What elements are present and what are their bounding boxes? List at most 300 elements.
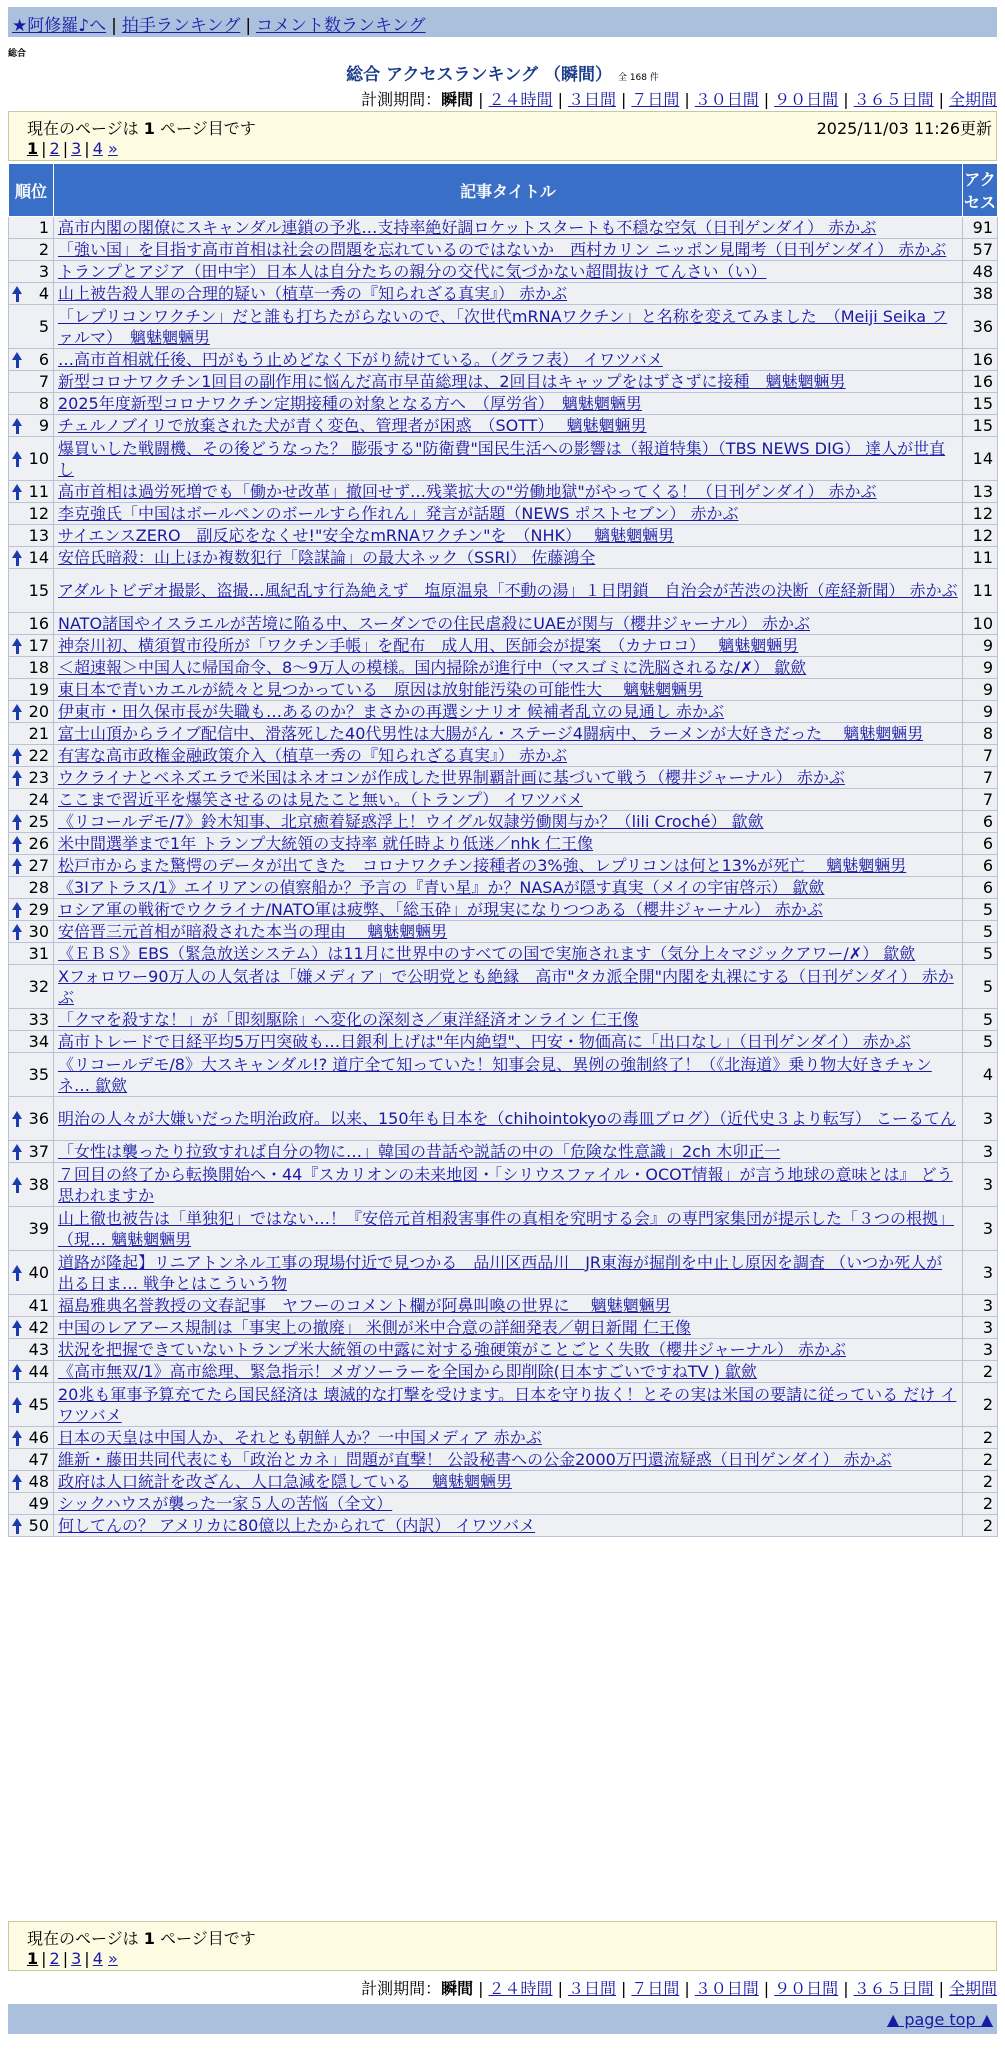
rank-cell	[9, 745, 54, 767]
title-cell	[54, 1031, 963, 1053]
table-row	[9, 855, 998, 877]
rank-number: 42	[28, 1318, 49, 1337]
period-separator: |	[763, 90, 770, 109]
access-count: 3	[963, 1339, 998, 1361]
article-link[interactable]: 「女性は襲ったり拉致すれば自分の物に…」韓国の昔話や説話の中の「危険な性意識」2ch 木卯正一	[58, 1142, 781, 1161]
table-row	[9, 833, 998, 855]
up-arrow-icon	[12, 1177, 23, 1193]
page-info-top	[8, 111, 997, 161]
period-link[interactable]: ３０日間	[694, 1979, 759, 1998]
article-link[interactable]: 《リコールデモ/8》大スキャンダル!? 道庁全て知っていた！知事会見、異例の強制終了！（《北海道》乗り物大好きチャンネ… 歙歛	[58, 1054, 932, 1095]
period-link[interactable]: ７日間	[631, 1979, 680, 1998]
rank-cell	[9, 635, 54, 657]
rank-cell	[9, 1383, 54, 1427]
rank-number: 26	[28, 834, 49, 853]
title-cell	[54, 1471, 963, 1493]
article-link[interactable]: …高市首相就任後、円がもう止めどなく下がり続けている。（グラフ表） イワツバメ	[58, 350, 663, 369]
period-separator: |	[938, 1979, 944, 1998]
rank-number: 9	[38, 416, 49, 435]
table-row	[9, 1141, 998, 1163]
period-link[interactable]: 全期間	[948, 90, 997, 109]
pager-next-link[interactable]: »	[107, 139, 118, 158]
access-count: 12	[963, 525, 998, 547]
rank-number: 29	[28, 900, 49, 919]
period-link[interactable]: ３日間	[567, 90, 616, 109]
article-link[interactable]: ウクライナとベネズエラで米国はネオコンが作成した世界制覇計画に基づいて戦う（櫻井ジャーナル） 赤かぶ	[58, 768, 845, 787]
title-cell	[54, 943, 963, 965]
access-count: 11	[963, 569, 998, 613]
title-cell	[54, 833, 963, 855]
up-arrow-icon	[12, 836, 23, 852]
pager-bottom	[27, 1949, 118, 1968]
title-cell	[54, 767, 963, 789]
rank-cell	[9, 1053, 54, 1097]
rank-cell	[9, 1493, 54, 1515]
nav-separator: |	[245, 16, 252, 36]
access-count: 48	[963, 261, 998, 283]
rank-cell	[9, 481, 54, 503]
period-separator: |	[684, 1979, 690, 1998]
article-link[interactable]: 有害な高市政権金融政策介入（植草一秀の『知られざる真実』） 赤かぶ	[58, 746, 568, 765]
access-count: 3	[963, 1163, 998, 1207]
title-cell	[54, 965, 963, 1009]
rank-cell	[9, 1427, 54, 1449]
title-cell	[54, 481, 963, 503]
rank-number: 45	[28, 1395, 49, 1414]
title-cell	[54, 679, 963, 701]
article-link[interactable]: 《3Iアトラス/1》エイリアンの偵察船か？予言の『青い星』か？NASAが隠す真実（メイの宇宙啓示） 歙歛	[58, 878, 825, 897]
rank-cell	[9, 1295, 54, 1317]
ranking-table	[8, 163, 998, 1537]
table-row	[9, 877, 998, 899]
article-link[interactable]: シックハウスが襲った一家５人の苦悩（全文）	[58, 1494, 393, 1513]
title-cell	[54, 217, 963, 239]
rank-cell	[9, 393, 54, 415]
title-cell	[54, 1097, 963, 1141]
rank-number: 41	[28, 1296, 49, 1315]
rank-number: 11	[28, 482, 49, 501]
rank-number: 49	[28, 1494, 49, 1513]
up-arrow-icon	[12, 1111, 23, 1127]
article-link[interactable]: 「レプリコンワクチン」だと誰も打ちたがらないので、「次世代mRNAワクチン」と名称を変えてみました （Meiji Seika ファルマ） 魑魅魍魎男	[58, 306, 948, 347]
title-cell	[54, 1339, 963, 1361]
access-count: 14	[963, 437, 998, 481]
article-link[interactable]: 《リコールデモ/7》鈴木知事、北京癒着疑惑浮上！ウイグル奴隷労働関与か？（lili Croché） 歙歛	[58, 812, 764, 831]
period-separator: |	[763, 1979, 770, 1998]
rank-number: 8	[38, 394, 49, 413]
rank-number: 35	[28, 1065, 49, 1084]
current-page-number: 1	[143, 1929, 155, 1948]
up-arrow-icon	[12, 924, 23, 940]
table-row	[9, 1427, 998, 1449]
pager-link[interactable]: 4	[92, 139, 103, 158]
rank-cell	[9, 1031, 54, 1053]
pager-link[interactable]: 4	[92, 1949, 103, 1968]
rank-number: 23	[28, 768, 49, 787]
up-arrow-icon	[12, 748, 23, 764]
rank-cell	[9, 569, 54, 613]
access-count: 91	[963, 217, 998, 239]
rank-cell	[9, 547, 54, 569]
rank-cell	[9, 943, 54, 965]
access-count: 15	[963, 415, 998, 437]
table-row	[9, 1097, 998, 1141]
table-row	[9, 569, 998, 613]
article-link[interactable]: トランプとアジア（田中宇）日本人は自分たちの親分の交代に気づかない超間抜け てんさい（い）	[58, 262, 767, 281]
table-row	[9, 525, 998, 547]
article-link[interactable]: ロシア軍の戦術でウクライナ/NATO軍は疲弊、「総玉砕」が現実になりつつある（櫻井ジャーナル） 赤かぶ	[58, 900, 823, 919]
rank-cell	[9, 965, 54, 1009]
article-link[interactable]: Xフォロワー90万人の人気者は「嫌メディア」で公明党とも絶縁 高市"タカ派全開"内閣を丸裸にする（日刊ゲンダイ） 赤かぶ	[58, 966, 954, 1007]
up-arrow-icon	[12, 1265, 23, 1281]
pager-separator: |	[62, 1949, 69, 1968]
access-count: 2	[963, 1515, 998, 1537]
rank-cell	[9, 525, 54, 547]
title-cell	[54, 1053, 963, 1097]
up-arrow-icon	[12, 1320, 23, 1336]
table-row	[9, 1449, 998, 1471]
period-link[interactable]: ３日間	[567, 1979, 616, 1998]
table-row	[9, 217, 998, 239]
rank-cell	[9, 349, 54, 371]
page-top-link[interactable]: ▲ page top ▲	[886, 2010, 993, 2029]
access-count: 16	[963, 371, 998, 393]
article-link[interactable]: 2025年度新型コロナワクチン定期接種の対象となる方へ （厚労省） 魑魅魍魎男	[58, 394, 642, 413]
access-count: 7	[963, 745, 998, 767]
article-link[interactable]: 安倍晋三元首相が暗殺された本当の理由 魑魅魍魎男	[58, 922, 448, 941]
table-row	[9, 503, 998, 525]
rank-cell	[9, 657, 54, 679]
rank-cell	[9, 1361, 54, 1383]
article-link[interactable]: NATO諸国やイスラエルが苦境に陥る中、スーダンでの住民虐殺にUAEが関与（櫻井ジャーナル） 赤かぶ	[58, 614, 810, 633]
rank-cell	[9, 503, 54, 525]
up-arrow-icon	[12, 1518, 23, 1534]
table-row	[9, 745, 998, 767]
title-cell	[54, 1515, 963, 1537]
article-link[interactable]: 道路が隆起】リニアトンネル工事の現場付近で見つかる 品川区西品川 JR東海が掘削を中止し原因を調査 （いつか死人が出る日ま… 戦争とはこういう物	[58, 1252, 943, 1293]
period-link[interactable]: ９０日間	[774, 1979, 839, 1998]
up-arrow-icon	[12, 1397, 23, 1413]
up-arrow-icon	[12, 814, 23, 830]
pager-link[interactable]: 2	[49, 139, 60, 158]
title-cell	[54, 855, 963, 877]
article-link[interactable]: 中国のレアアース規制は「事実上の撤廃」 米側が米中合意の詳細発表／朝日新聞 仁王像	[58, 1318, 691, 1337]
period-link[interactable]: ３０日間	[694, 90, 759, 109]
top-navigation-bar	[8, 7, 997, 37]
rank-cell	[9, 1251, 54, 1295]
title-cell	[54, 877, 963, 899]
pager-link[interactable]: 3	[71, 1949, 82, 1968]
period-separator: |	[478, 90, 484, 109]
table-row	[9, 657, 998, 679]
article-link[interactable]: アダルトビデオ撮影、盗撮…風紀乱す行為絶えず 塩原温泉「不動の湯」１日閉鎖 自治会が苦渋の決断（産経新聞） 赤かぶ	[58, 581, 958, 600]
rank-number: 43	[28, 1340, 49, 1359]
access-count: 10	[963, 613, 998, 635]
access-count: 36	[963, 305, 998, 349]
rank-number: 13	[28, 526, 49, 545]
title-cell	[54, 1493, 963, 1515]
access-count: 9	[963, 635, 998, 657]
title-cell	[54, 723, 963, 745]
period-link[interactable]: ２４時間	[488, 90, 553, 109]
table-row	[9, 899, 998, 921]
article-link[interactable]: 富士山頂からライブ配信中、滑落死した40代男性は大腸がん・ステージ4闘病中、ラーメンが大好きだった 魑魅魍魎男	[58, 724, 924, 743]
rank-number: 17	[28, 636, 49, 655]
up-arrow-icon	[12, 550, 23, 566]
up-arrow-icon	[12, 286, 23, 302]
table-row	[9, 415, 998, 437]
article-link[interactable]: 東日本で青いカエルが続々と見つかっている 原因は放射能汚染の可能性大 魑魅魍魎男	[58, 680, 704, 699]
article-link[interactable]: 「強い国」を目指す高市首相は社会の問題を忘れているのではないか 西村カリン ニッポン見聞考（日刊ゲンダイ） 赤かぶ	[58, 240, 947, 259]
rank-number: 7	[38, 372, 49, 391]
period-link[interactable]: ９０日間	[774, 90, 839, 109]
table-row	[9, 1053, 998, 1097]
access-count: 38	[963, 283, 998, 305]
article-link[interactable]: 安倍氏暗殺：山上ほか複数犯行「陰謀論」の最大ネック（SSRI） 佐藤鴻全	[58, 548, 596, 567]
up-arrow-icon	[12, 704, 23, 720]
rank-number: 3	[38, 262, 49, 281]
period-link[interactable]: ３６５日間	[853, 1979, 934, 1998]
article-link[interactable]: 李克強氏「中国はボールペンのボールすら作れん」発言が話題（NEWS ポストセブン） 赤かぶ	[58, 504, 739, 523]
title-cell	[54, 1009, 963, 1031]
article-link[interactable]: 政府は人口統計を改ざん、人口急減を隠している 魑魅魍魎男	[58, 1472, 513, 1491]
rank-cell	[9, 261, 54, 283]
article-link[interactable]: 明治の人々が大嫌いだった明治政府。以来、150年も日本を（chihointokyoの毒皿ブログ）（近代史３より転写） こーるてん	[58, 1109, 956, 1128]
access-count: 11	[963, 547, 998, 569]
article-link[interactable]: 神奈川初、横須賀市役所が「ワクチン手帳」を配布 成人用、医師会が提案 （カナロコ） 魑魅魍魎男	[58, 636, 799, 655]
period-current: 瞬間	[441, 1979, 474, 1998]
article-link[interactable]: 高市トレードで日経平均5万円突破も…日銀利上げは"年内絶望"、円安・物価高に「出口なし」（日刊ゲンダイ） 赤かぶ	[58, 1032, 911, 1051]
current-page-number: 1	[143, 119, 155, 138]
period-selector-top	[361, 87, 997, 110]
table-row	[9, 1251, 998, 1295]
rank-cell	[9, 415, 54, 437]
access-header: アクセス	[963, 164, 998, 217]
article-link[interactable]: 状況を把握できていないトランプ米大統領の中露に対する強硬策がことごとく失敗（櫻井ジャーナル） 赤かぶ	[58, 1340, 846, 1359]
up-arrow-icon	[12, 638, 23, 654]
pager-next-link[interactable]: »	[107, 1949, 118, 1968]
rank-cell	[9, 1515, 54, 1537]
period-separator: |	[620, 90, 627, 109]
rank-number: 34	[28, 1032, 49, 1051]
pager-link[interactable]: 2	[49, 1949, 60, 1968]
table-row	[9, 723, 998, 745]
total-count: 全 168 件	[617, 73, 659, 83]
period-current: 瞬間	[441, 90, 474, 109]
comment-ranking-link[interactable]: コメント数ランキング	[256, 16, 426, 36]
period-separator: |	[557, 1979, 563, 1998]
access-count: 7	[963, 789, 998, 811]
pager-current: 1	[27, 1949, 39, 1968]
rank-cell	[9, 239, 54, 261]
article-link[interactable]: 高市首相は過労死増でも「働かせ改革」撤回せず…残業拡大の"労働地獄"がやってくる！（日刊ゲンダイ） 赤かぶ	[58, 482, 877, 501]
article-link[interactable]: 伊東市・田久保市長が失職も…あるのか？まさかの再選シナリオ 候補者乱立の見通し 赤かぶ	[58, 702, 725, 721]
title-cell	[54, 305, 963, 349]
article-link[interactable]: ＜超速報＞中国人に帰国命令、8～9万人の模様。国内掃除が進行中（マスゴミに洗脳されるな/✗） 歙歛	[58, 658, 807, 677]
article-link[interactable]: ７回目の終了から転換開始へ・44『スカリオンの未来地図・「シリウスファイル・OCOT情報」が言う地球の意味とは』 どう思われますか	[58, 1164, 953, 1205]
rank-header: 順位	[9, 164, 54, 217]
table-row	[9, 789, 998, 811]
table-row	[9, 437, 998, 481]
page-info-bottom	[8, 1921, 997, 1971]
rank-cell	[9, 789, 54, 811]
rank-number: 38	[28, 1175, 49, 1194]
rank-cell	[9, 811, 54, 833]
period-link[interactable]: ７日間	[631, 90, 680, 109]
title-cell	[54, 1295, 963, 1317]
rank-cell	[9, 701, 54, 723]
rank-cell	[9, 1207, 54, 1251]
rank-cell	[9, 1339, 54, 1361]
title-cell	[54, 239, 963, 261]
table-row	[9, 481, 998, 503]
access-count: 3	[963, 1295, 998, 1317]
table-row	[9, 1361, 998, 1383]
period-link[interactable]: 全期間	[948, 1979, 997, 1998]
rank-number: 2	[38, 240, 49, 259]
rank-cell	[9, 899, 54, 921]
title-cell	[54, 1207, 963, 1251]
rank-number: 25	[28, 812, 49, 831]
table-row	[9, 1207, 998, 1251]
article-link[interactable]: 日本の天皇は中国人か、それとも朝鮮人か？一中国メディア 赤かぶ	[58, 1428, 542, 1447]
title-cell	[54, 415, 963, 437]
period-link[interactable]: ３６５日間	[853, 90, 934, 109]
rank-number: 47	[28, 1450, 49, 1469]
access-count: 2	[963, 1427, 998, 1449]
article-link[interactable]: サイエンスZERO 副反応をなくせ!"安全なmRNAワクチン"を （NHK） 魑魅魍魎男	[58, 526, 675, 545]
article-link[interactable]: 米中間選挙まで1年 トランプ大統領の支持率 就任時より低迷／nhk 仁王像	[58, 834, 593, 853]
category-label: 総合	[8, 49, 27, 59]
table-row	[9, 1471, 998, 1493]
access-count: 2	[963, 1383, 998, 1427]
title-cell	[54, 349, 963, 371]
access-count: 3	[963, 1141, 998, 1163]
period-selector-bottom	[361, 1976, 997, 1999]
pager-link[interactable]: 3	[71, 139, 82, 158]
access-count: 13	[963, 481, 998, 503]
rank-number: 1	[38, 218, 49, 237]
page-title-text: 総合 アクセスランキング （瞬間）	[346, 65, 612, 85]
article-link[interactable]: チェルノブイリで放棄された犬が青く変色、管理者が困惑 （SOTT） 魑魅魍魎男	[58, 416, 647, 435]
title-cell	[54, 1449, 963, 1471]
table-row	[9, 283, 998, 305]
article-link[interactable]: 松戸市からまた驚愕のデータが出てきた コロナワクチン接種者の3%強、レプリコンは何と13%が死亡 魑魅魍魎男	[58, 856, 907, 875]
article-link[interactable]: 爆買いした戦闘機、その後どうなった？ 膨張する"防衛費"国民生活への影響は（報道特集）（TBS NEWS DIG） 達人が世直し	[58, 438, 946, 479]
up-arrow-icon	[12, 1364, 23, 1380]
up-arrow-icon	[12, 418, 23, 434]
access-count: 6	[963, 855, 998, 877]
title-cell	[54, 745, 963, 767]
title-cell	[54, 657, 963, 679]
access-count: 3	[963, 1251, 998, 1295]
pager-top	[27, 139, 118, 158]
article-link[interactable]: 山上被告殺人罪の合理的疑い（植草一秀の『知られざる真実』） 赤かぶ	[58, 284, 568, 303]
rank-cell	[9, 1163, 54, 1207]
rank-cell	[9, 217, 54, 239]
rank-cell	[9, 1471, 54, 1493]
home-link[interactable]: ★阿修羅♪へ	[12, 16, 107, 36]
applause-ranking-link[interactable]: 拍手ランキング	[121, 16, 241, 36]
article-link[interactable]: 新型コロナワクチン1回目の副作用に悩んだ高市早苗総理は、2回目はキャップをはずさずに接種 魑魅魍魎男	[58, 372, 846, 391]
access-count: 2	[963, 1361, 998, 1383]
access-count: 3	[963, 1207, 998, 1251]
rank-number: 39	[28, 1219, 49, 1238]
table-row	[9, 921, 998, 943]
article-link[interactable]: 《ＥＢＳ》EBS（緊急放送システム）は11月に世界中のすべての国で実施されます（気分上々マジックアワー/✗） 歙歛	[58, 944, 916, 963]
table-row	[9, 239, 998, 261]
rank-number: 30	[28, 922, 49, 941]
rank-number: 48	[28, 1472, 49, 1491]
article-link[interactable]: 福島雅典名誉教授の文春記事 ヤフーのコメント欄が阿鼻叫喚の世界に 魑魅魍魎男	[58, 1296, 671, 1315]
title-cell	[54, 789, 963, 811]
table-row	[9, 613, 998, 635]
title-cell	[54, 1141, 963, 1163]
rank-cell	[9, 921, 54, 943]
article-link[interactable]: ここまで習近平を爆笑させるのは見たこと無い。（トランプ） イワツバメ	[58, 790, 583, 809]
period-link[interactable]: ２４時間	[488, 1979, 553, 1998]
article-link[interactable]: 何してんの？ アメリカに80億以上たかられて（内訳） イワツバメ	[58, 1516, 536, 1535]
access-count: 5	[963, 943, 998, 965]
table-row	[9, 701, 998, 723]
pager-separator: |	[62, 139, 69, 158]
article-link[interactable]: 「クマを殺すな！」が「即刻駆除」へ変化の深刻さ／東洋経済オンライン 仁王像	[58, 1010, 639, 1029]
rank-number: 36	[28, 1109, 49, 1128]
period-separator: |	[843, 1979, 849, 1998]
title-cell	[54, 1251, 963, 1295]
pager-separator: |	[84, 1949, 90, 1968]
article-link[interactable]: 山上徹也被告は「単独犯」ではない…！『安倍元首相殺害事件の真相を究明する会』の専門家集団が提示した「３つの根拠」（現… 魑魅魍魎男	[58, 1208, 955, 1249]
rank-number: 15	[28, 581, 49, 600]
article-link[interactable]: 20兆も軍事予算充てたら国民経済は 壊滅的な打撃を受けます。日本を守り抜く！とその実は米国の要請に従っている だけ イワツバメ	[58, 1384, 957, 1425]
table-row	[9, 811, 998, 833]
table-row	[9, 679, 998, 701]
rank-number: 50	[28, 1516, 49, 1535]
table-row	[9, 767, 998, 789]
pager-separator: |	[41, 139, 47, 158]
table-row	[9, 1515, 998, 1537]
current-page-text: 現在のページは 1 ページ目です	[27, 1929, 256, 1948]
rank-cell	[9, 437, 54, 481]
article-link[interactable]: 《高市無双/1》高市総理、緊急指示！メガソーラーを全国から即削除(日本すごいですねTV ) 歙歛	[58, 1362, 757, 1381]
period-separator: |	[684, 90, 690, 109]
access-count: 5	[963, 899, 998, 921]
period-separator: |	[938, 90, 944, 109]
rank-number: 19	[28, 680, 49, 699]
rank-number: 12	[28, 504, 49, 523]
up-arrow-icon	[12, 770, 23, 786]
table-row	[9, 943, 998, 965]
table-row	[9, 1031, 998, 1053]
article-link[interactable]: 高市内閣の閣僚にスキャンダル連鎖の予兆…支持率絶好調ロケットスタートも不穏な空気（日刊ゲンダイ） 赤かぶ	[58, 218, 877, 237]
nav-separator: |	[111, 16, 117, 36]
access-count: 5	[963, 921, 998, 943]
table-row	[9, 349, 998, 371]
table-row	[9, 261, 998, 283]
up-arrow-icon	[12, 858, 23, 874]
pager-current: 1	[27, 139, 39, 158]
rank-cell	[9, 833, 54, 855]
title-cell	[54, 921, 963, 943]
rank-cell	[9, 723, 54, 745]
title-cell	[54, 899, 963, 921]
table-row	[9, 547, 998, 569]
title-cell	[54, 701, 963, 723]
article-link[interactable]: 維新・藤田共同代表にも「政治とカネ」問題が直撃！ 公設秘書への公金2000万円還流疑惑（日刊ゲンダイ） 赤かぶ	[58, 1450, 892, 1469]
up-arrow-icon	[12, 902, 23, 918]
up-arrow-icon	[12, 352, 23, 368]
rank-number: 5	[38, 317, 49, 336]
